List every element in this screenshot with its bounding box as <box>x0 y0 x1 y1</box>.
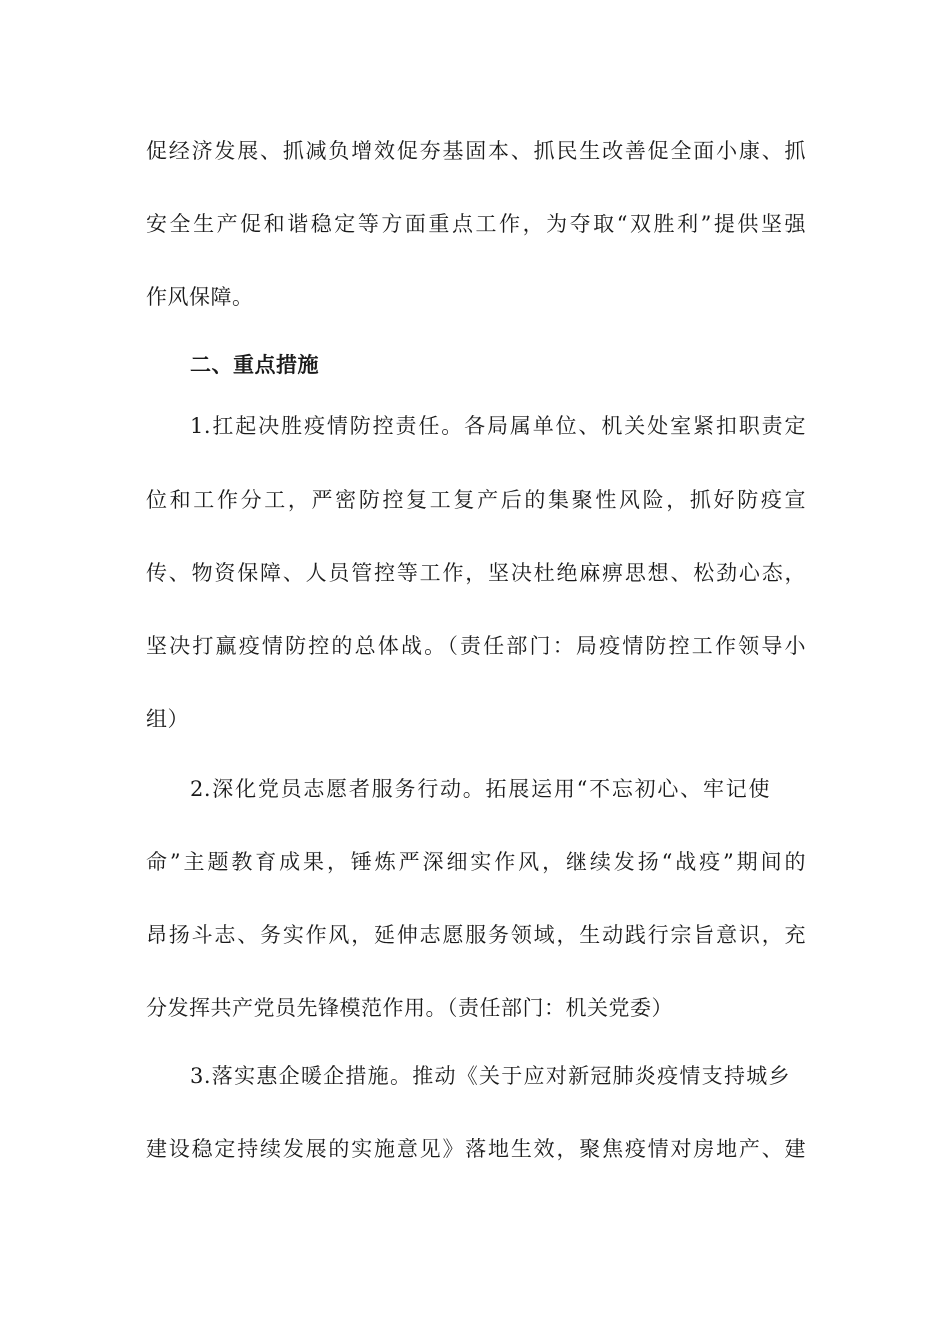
body-text-line: 作风保障。 <box>146 285 254 309</box>
item-2-line: 2.深化党员志愿者服务行动。拓展运用“不忘初心、牢记使 <box>190 777 770 801</box>
item-1-line: 坚决打赢疫情防控的总体战。（责任部门：局疫情防控工作领导小 <box>146 634 806 658</box>
item-2-line: 命”主题教育成果，锤炼严深细实作风，继续发扬“战疫”期间的 <box>146 850 806 874</box>
item-2-line: 昂扬斗志、务实作风，延伸志愿服务领域，生动践行宗旨意识，充 <box>146 923 806 947</box>
body-text-line: 安全生产促和谐稳定等方面重点工作，为夺取“双胜利”提供坚强 <box>146 212 806 236</box>
item-1-line: 位和工作分工，严密防控复工复产后的集聚性风险，抓好防疫宣 <box>146 488 806 512</box>
item-1-line: 传、物资保障、人员管控等工作，坚决杜绝麻痹思想、松劲心态， <box>146 561 806 585</box>
item-1-line: 1.扛起决胜疫情防控责任。各局属单位、机关处室紧扣职责定 <box>190 414 806 438</box>
item-2-line: 分发挥共产党员先锋模范作用。（责任部门：机关党委） <box>146 996 673 1020</box>
item-1-line: 组） <box>146 707 189 731</box>
section-heading: 二、重点措施 <box>190 352 319 377</box>
item-3-line: 建设稳定持续发展的实施意见》落地生效，聚焦疫情对房地产、建 <box>146 1137 806 1161</box>
item-3-line: 3.落实惠企暖企措施。推动《关于应对新冠肺炎疫情支持城乡 <box>190 1064 790 1088</box>
body-text-line: 促经济发展、抓减负增效促夯基固本、抓民生改善促全面小康、抓 <box>146 139 806 163</box>
